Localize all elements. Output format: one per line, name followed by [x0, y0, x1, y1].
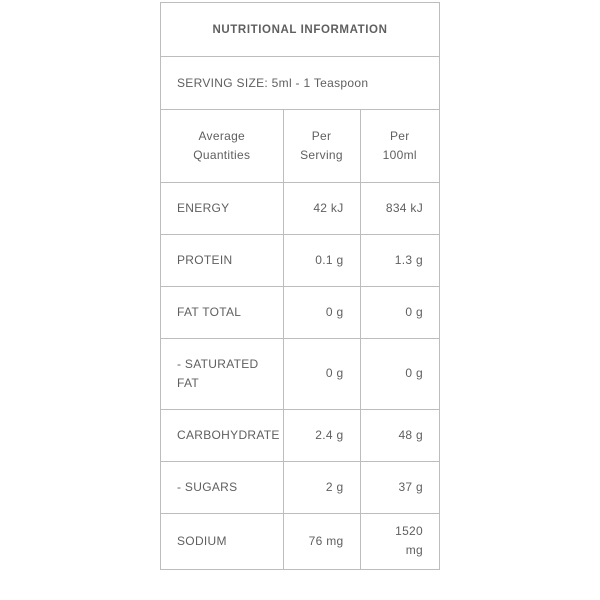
row-per-serving: 0 g [283, 286, 360, 338]
table-row [161, 513, 439, 569]
header-per-100ml: Per 100ml [360, 110, 439, 182]
table-row [161, 286, 439, 338]
row-per-serving: 76 mg [283, 513, 360, 569]
row-per-100ml: 37 g [360, 461, 439, 513]
table-header-row [161, 110, 439, 182]
row-name: PROTEIN [161, 234, 283, 286]
panel-title: NUTRITIONAL INFORMATION [161, 3, 439, 57]
row-per-100ml: 1520 mg [360, 513, 439, 569]
row-per-100ml: 834 kJ [360, 182, 439, 234]
serving-size: SERVING SIZE: 5ml - 1 Teaspoon [161, 57, 439, 110]
row-per-serving: 0.1 g [283, 234, 360, 286]
nutrition-panel [160, 2, 440, 570]
table-row [161, 338, 439, 409]
row-per-serving: 2 g [283, 461, 360, 513]
table-row [161, 409, 439, 461]
table-row [161, 234, 439, 286]
row-per-serving: 2.4 g [283, 409, 360, 461]
row-name: SODIUM [177, 533, 227, 548]
table-row [161, 182, 439, 234]
row-per-serving: 0 g [283, 338, 360, 409]
header-average-quantities: Average Quantities [161, 110, 283, 182]
row-per-serving: 42 kJ [283, 182, 360, 234]
row-per-100ml: 1.3 g [360, 234, 439, 286]
row-name: - SUGARS [161, 461, 283, 513]
row-name: - SATURATED FAT [161, 338, 283, 409]
row-per-100ml: 0 g [360, 338, 439, 409]
table-row [161, 461, 439, 513]
row-per-100ml: 48 g [360, 409, 439, 461]
row-name: CARBOHYDRATE [161, 409, 283, 461]
row-name: FAT TOTAL [161, 286, 283, 338]
nutrition-table [161, 110, 439, 569]
row-name: ENERGY [161, 182, 283, 234]
row-per-100ml: 0 g [360, 286, 439, 338]
header-per-serving: Per Serving [283, 110, 360, 182]
